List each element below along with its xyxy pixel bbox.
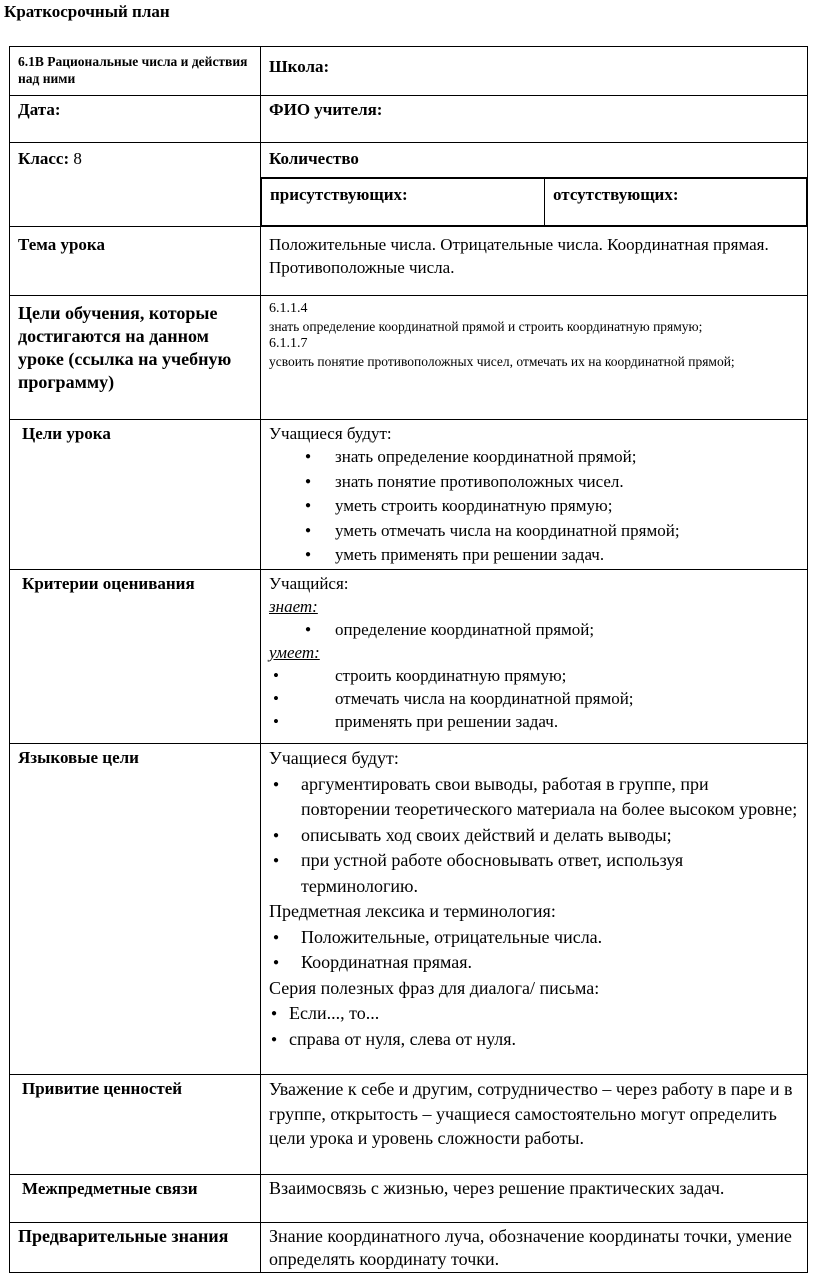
list-item: ● при устной работе обосновывать ответ, используя терминологию. [269,848,799,899]
list-item: ● справа от нуля, слева от нуля. [269,1027,799,1053]
cross-subject-text: Взаимосвязь с жизнью, через решение практических задач. [261,1175,808,1223]
list-item: ● определение координатной прямой; [269,618,799,641]
list-item: ● знать определение координатной прямой; [269,445,799,470]
list-item: ● Если..., то... [269,1001,799,1027]
document-title: Краткосрочный план [4,2,170,21]
list-item: ● описывать ход своих действий и делать выводы; [269,823,799,849]
vocab-list [269,925,799,976]
row-class [10,143,808,227]
section-label: 6.1В Рациональные числа и действия над ними [18,54,248,86]
row-section [10,47,808,96]
teacher-label: ФИО учителя: [261,96,808,143]
criteria-can-list [269,664,799,733]
row-cross-subject [10,1175,808,1223]
row-prior-knowledge [10,1223,808,1273]
list-item: ● уметь отмечать числа на координатной прямой; [269,519,799,544]
topic-label: Тема урока [10,227,261,296]
list-item: ● уметь строить координатную прямую; [269,494,799,519]
present-label: присутствующих: [262,179,545,226]
language-intro: Учащиеся будут: [269,748,399,768]
row-language-goals [10,744,808,1075]
criteria-label: Критерии оценивания [10,570,261,744]
list-item: ● уметь применять при решении задач. [269,543,799,568]
criteria-intro: Учащийся: [269,574,349,593]
class-value: 8 [73,149,82,168]
date-label: Дата: [10,96,261,143]
lesson-goals-list [269,445,799,568]
phrases-intro: Серия полезных фраз для диалога/ письма: [269,977,600,998]
criteria-can: умеет: [269,643,320,662]
goal-code-1: 6.1.1.4 [269,301,308,316]
list-item: • строить координатную прямую; [269,664,799,687]
row-learning-goals [10,296,808,420]
lesson-plan-table [9,46,808,1273]
language-list [269,772,799,900]
phrases-list [269,1001,799,1052]
prior-knowledge-text: Знание координатного луча, обозначение координаты точки, умение определять координату точки. [261,1223,808,1273]
vocab-intro: Предметная лексика и терминология: [269,901,556,921]
goal-text-1: знать определение координатной прямой и строить координатную прямую; [269,319,703,334]
values-text: Уважение к себе и другим, сотрудничество – через работу в паре и в группе, открытость – учащиеся самостоятельно могут определить цели урока и уровень сложности работы. [261,1075,808,1175]
list-item: ● Положительные, отрицательные числа. [269,925,799,951]
row-values [10,1075,808,1175]
list-item: ● аргументировать свои выводы, работая в группе, при повторении теоретического материала на более высоком уровне; [269,772,799,823]
list-item: • применять при решении задач. [269,710,799,733]
row-topic [10,227,808,296]
criteria-knows: знает: [269,597,318,616]
values-label: Привитие ценностей [10,1075,261,1175]
lesson-goals-label: Цели урока [10,420,261,570]
learning-goals-label: Цели обучения, которые достигаются на данном уроке (ссылка на учебную программу) [10,296,261,420]
absent-label: отсутствующих: [545,179,807,226]
goal-code-2: 6.1.1.7 [269,336,308,351]
cross-subject-label: Межпредметные связи [10,1175,261,1223]
list-item: • отмечать числа на координатной прямой; [269,687,799,710]
list-item: ● знать понятие противоположных чисел. [269,470,799,495]
row-criteria [10,570,808,744]
school-label: Школа: [261,47,808,96]
topic-value: Положительные числа. Отрицательные числа. Координатная прямая. Противоположные числа. [261,227,808,296]
lesson-goals-intro: Учащиеся будут: [269,424,392,443]
row-lesson-goals [10,420,808,570]
count-label: Количество [261,143,807,178]
class-label: Класс: [18,149,70,168]
goal-text-2: усвоить понятие противоположных чисел, отмечать их на координатной прямой; [269,354,735,369]
list-item: ● Координатная прямая. [269,950,799,976]
row-date [10,96,808,143]
language-goals-label: Языковые цели [10,744,261,1075]
criteria-knows-list [269,618,799,641]
prior-knowledge-label: Предварительные знания [10,1223,261,1273]
